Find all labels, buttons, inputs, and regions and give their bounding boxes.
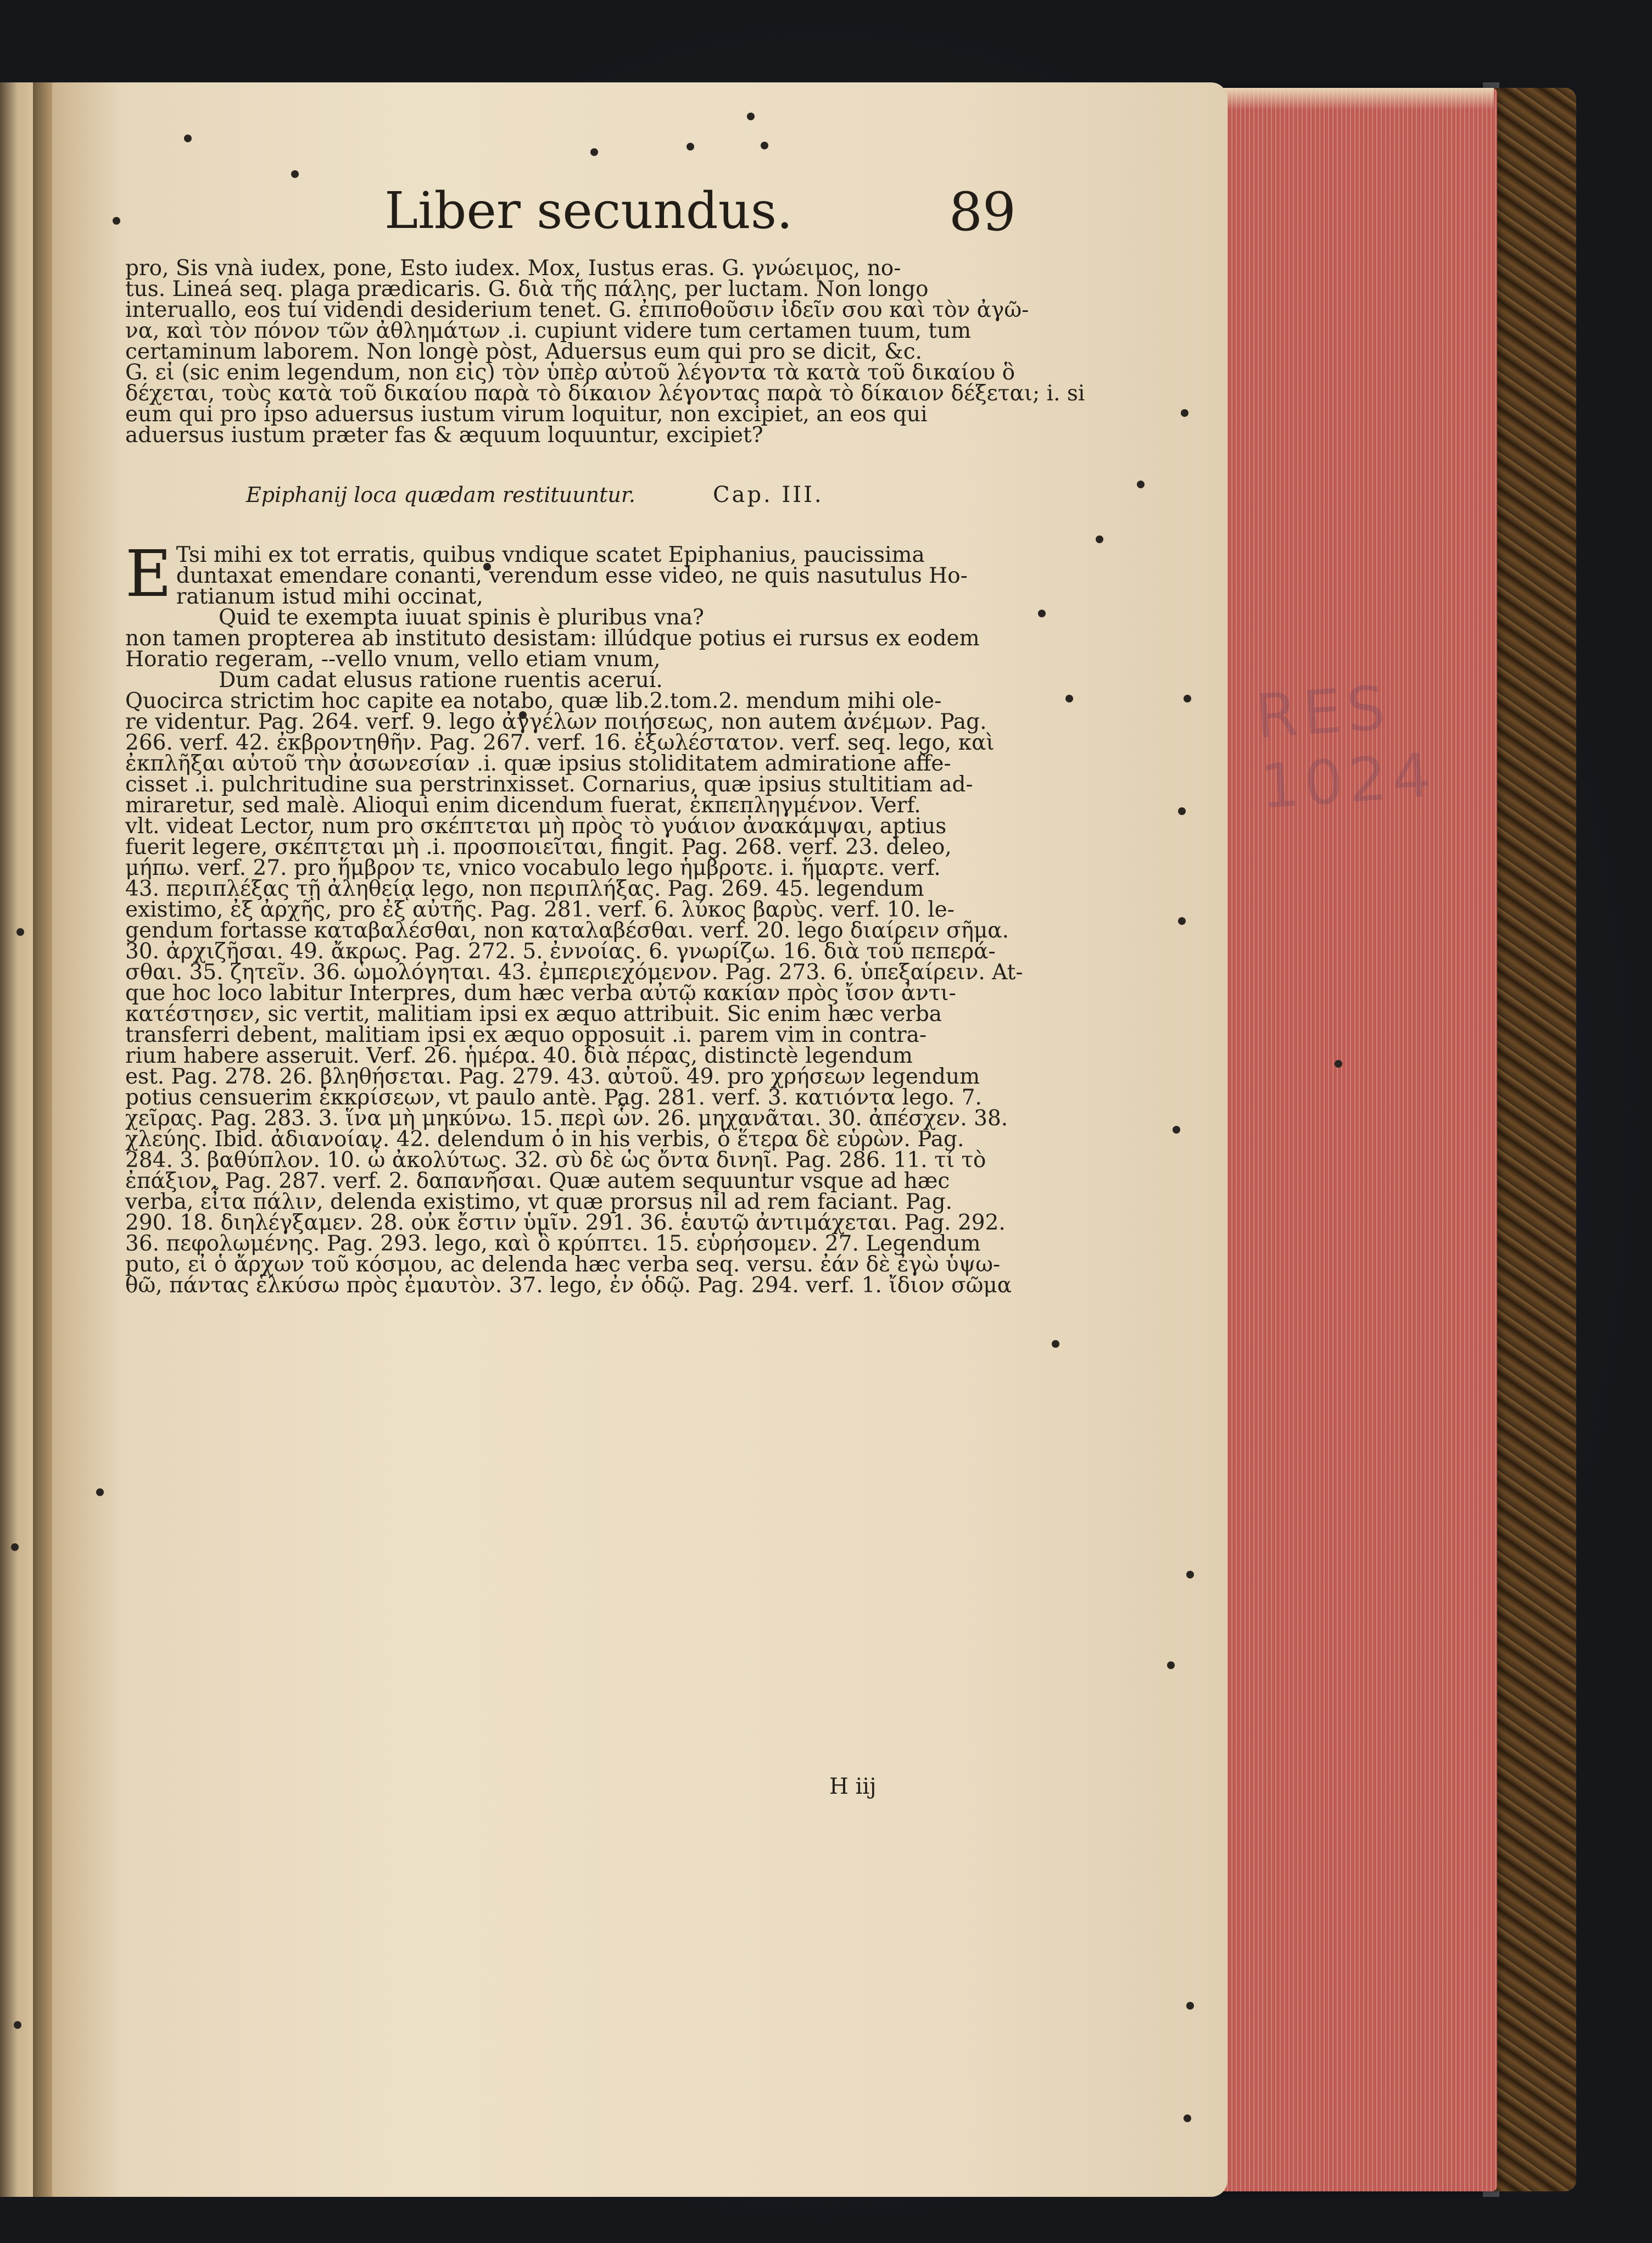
text-line: 290. 18. διηλέγξαμεν. 28. οὐκ ἔστιν ὑμῖν. 291. 36. ἑαυτῷ ἀντιμάχεται. Pag. 292. [125,1210,1006,1235]
text-line: θῶ, πάντας ἑλκύσω πρὸς ἐμαυτὸν. 37. lego, ἐν ὁδῷ. Pag. 294. verf. 1. ἴδιον σῶμα [125,1273,1012,1298]
text-line: est. Pag. 278. 26. βληθήσεται. Pag. 279. 43. αὐτοῦ. 49. pro χρήσεων legendum [125,1064,980,1089]
text-line: miraretur, sed malè. Alioqui enim dicendum fuerat, ἐκπεπληγμένον. Verf. [125,793,921,818]
text-line: duntaxat emendare conanti, verendum esse video, ne quis nasutulus Ho- [176,563,968,588]
drop-cap: E [125,545,172,607]
text-line: χεῖρας. Pag. 283. 3. ἵνα μὴ μηκύνω. 15. περὶ ὧν. 26. μηχανᾶται. 30. ἀπέσχεν. 38. [125,1106,1008,1131]
worm-hole [184,135,192,142]
text-line: puto, εἰ ὁ ἄρχων τοῦ κόσμου, ac delenda hæc verba seq. versu. ἐάν δὲ ἐγὼ ὑψω- [125,1252,1001,1277]
text-line: aduersus iustum præter fas & æquum loquuntur, excipiet? [125,423,763,448]
text-line: tus. Lineá seq. plaga prædicaris. G. διὰ τῆς πάλης, per luctam. Non longo [125,277,929,302]
text-line: verba, εἶτα πάλιν, delenda existimo, vt quæ prorsus nil ad rem faciant. Pag. [125,1190,952,1214]
worm-hole [1186,1571,1194,1578]
text-line: ἐπάξιον. Pag. 287. verf. 2. δαπανῆσαι. Quæ autem sequuntur vsque ad hæc [125,1169,950,1193]
text-line: μήπω. verf. 27. pro ἥμβρον τε, vnico vocabulo lego ἡμβροτε. i. ἥμαρτε. verf. [125,856,941,880]
marbled-cover [1494,88,1576,2191]
text-line: vlt. videat Lector, num pro σκέπτεται μὴ πρὸς τὸ γυάιον ἀνακάμψαι, aptius [125,814,947,839]
worm-hole [747,113,755,120]
text-line: 43. περιπλέξας τῇ ἀληθείᾳ lego, non περιπλήξας. Pag. 269. 45. legendum [125,877,924,901]
page-edge-highlight [1208,88,1494,110]
worm-hole [11,1543,19,1551]
text-line: cisset .i. pulchritudine sua perstrinxisset. Cornarius, quæ ipsius stultitiam ad- [125,772,973,797]
text-line: certaminum laborem. Non longè pòst, Aduersus eum qui pro se dicit, &c. [125,339,922,364]
worm-hole [1137,481,1145,488]
text-line: potius censuerim ἐκκρίσεων, vt paulo antè. Pag. 281. verf. 3. κατιόντα lego. 7. [125,1085,982,1110]
text-line: ἐκπλῆξαι αὐτοῦ τὴν ἀσωνεσίαν .i. quæ ipsius stoliditatem admiratione affe- [125,751,951,776]
page-number: 89 [948,181,1016,243]
text-line: interuallo, eos tuí videndi desiderium tenet. G. ἐπιποθοῦσιν ἰδεῖν σου καὶ τὸν ἀγῶ- [125,298,1029,322]
worm-hole [1184,2114,1191,2122]
chapter-number: Cap. III. [713,482,824,507]
text-line: Horatio regeram, --vello vnum, vello etiam vnum, [125,647,661,672]
text-line: fuerit legere, σκέπτεται μὴ .i. προσποιεῖται, fingit. Pag. 268. verf. 23. deleo, [125,835,952,860]
worm-hole [1096,535,1103,543]
text-line: G. εἰ (sic enim legendum, non εἰς) τὸν ὑπὲρ αὐτοῦ λέγοντα τὰ κατὰ τοῦ δικαίου ὃ [125,360,1015,385]
text-line: δέχεται, τοὺς κατὰ τοῦ δικαίου παρὰ τὸ δίκαιον λέγοντας παρὰ τὸ δίκαιον δέξεται; i. si [125,381,1085,406]
worm-hole [590,148,598,156]
worm-hole [291,170,299,178]
red-page-edges [1208,88,1497,2191]
text-line: 30. ἀρχιζῆσαι. 49. ἄκρως. Pag. 272. 5. ἐννοίας. 6. γνωρίζω. 16. διὰ τοῦ πεπερά- [125,939,996,964]
text-line: 284. 3. βαθύπλον. 10. ὦ ἀκολύτως. 32. σὺ δὲ ὡς ὄντα δινηῖ. Pag. 286. 11. τί τὸ [125,1148,986,1173]
worm-hole [761,142,768,149]
page-header [384,181,1016,253]
text-line: pro, Sis vnà iudex, pone, Esto iudex. Mox, Iustus eras. G. γνώειμος, no- [125,256,901,281]
chapter-title: Epiphanij loca quædam restituuntur. [246,483,635,507]
worm-hole [1181,409,1188,417]
text-line: σθαι. 35. ζητεῖν. 36. ὡμολόγηται. 43. ἐμπεριεχόμενον. Pag. 273. 6. ὑπεξαίρειν. At- [125,960,1023,985]
worm-hole [1335,1060,1342,1068]
worm-hole [1178,917,1186,925]
text-line: ratianum istud mihi occinat, [176,584,483,607]
text-line: 266. verf. 42. ἐκβροντηθῆν. Pag. 267. verf. 16. ἐξωλέστατον. verf. seq. lego, καὶ [125,730,995,755]
running-title: Liber secundus. [384,181,793,240]
worm-hole [687,143,694,150]
worm-hole [16,928,24,936]
worm-hole [1173,1126,1180,1134]
text-line: re videntur. Pag. 264. verf. 9. lego ἀγγέλων ποιήσεως, non autem ἀνέμων. Pag. [125,710,987,734]
worm-hole [14,2021,21,2029]
text-line: rium habere asseruit. Verf. 26. ἡμέρα. 40. διὰ πέρας, distinctè legendum [125,1044,913,1068]
worm-hole [1178,807,1186,815]
text-line: χλεύης. Ibid. ἀδιανοίαν. 42. delendum ὁ in his verbis, ὁ ἕτερα δὲ εὑρὼν. Pag. [125,1127,964,1152]
text-line: transferri debent, malitiam ipsi ex æquo opposuit .i. parem vim in contra- [125,1023,927,1047]
worm-hole [96,1488,104,1496]
text-line: non tamen propterea ab instituto desistam: illúdque potius ei rursus ex eodem [125,626,980,651]
faded-stamp: RES 1024 [1253,672,1439,822]
body-text [125,256,1085,1298]
signature-mark: H iij [829,1774,877,1799]
worm-hole [1038,610,1046,617]
worm-hole [1186,2002,1194,2010]
verse-quote: Quid te exempta iuuat spinis è pluribus vna? [219,605,704,630]
worm-hole [1052,1340,1059,1348]
paragraph-2 [125,545,1004,607]
worm-hole [113,217,120,225]
chapter-heading [125,479,1004,523]
text-line: κατέστησεν, sic vertit, malitiam ipsi ex æquo attribuit. Sic enim hæc verba [125,1002,942,1026]
text-line: να, καὶ τὸν πόνον τῶν ἀθλημάτων .i. cupiunt videre tum certamen tuum, tum [125,319,972,343]
text-line: 36. πεφολωμένης. Pag. 293. lego, καὶ ὃ κρύπτει. 15. εὑρήσομεν. 27. Legendum [125,1231,981,1256]
text-line: gendum fortasse καταβαλέσθαι, non καταλαβέσθαι. verf. 20. lego διαίρειν σῆμα. [125,918,1009,943]
text-line: existimo, ἐξ ἀρχῆς, pro ἐξ αὐτῆς. Pag. 281. verf. 6. λύκος βαρὺς. verf. 10. le- [125,897,955,922]
paragraph-1 [125,256,1085,448]
worm-hole [1167,1661,1175,1669]
text-line: Quocirca strictim hoc capite ea notabo, quæ lib.2.tom.2. mendum mihi ole- [125,689,942,713]
paragraph-4 [125,689,1023,1298]
text-line: eum qui pro ipso aduersus iustum virum loquitur, non excipiet, an eos qui [125,402,928,427]
worm-hole [1184,695,1191,702]
text-line: Tsi mihi ex tot erratis, quibus vndique scatet Epiphanius, paucissima [176,545,925,567]
verse-quote: Dum cadat elusus ratione ruentis aceruí. [219,668,663,693]
worm-hole [1065,695,1073,702]
text-line: que hoc loco labitur Interpres, dum hæc verba αὐτῷ κακίαν πρὸς ἴσον ἀντι- [125,981,956,1006]
